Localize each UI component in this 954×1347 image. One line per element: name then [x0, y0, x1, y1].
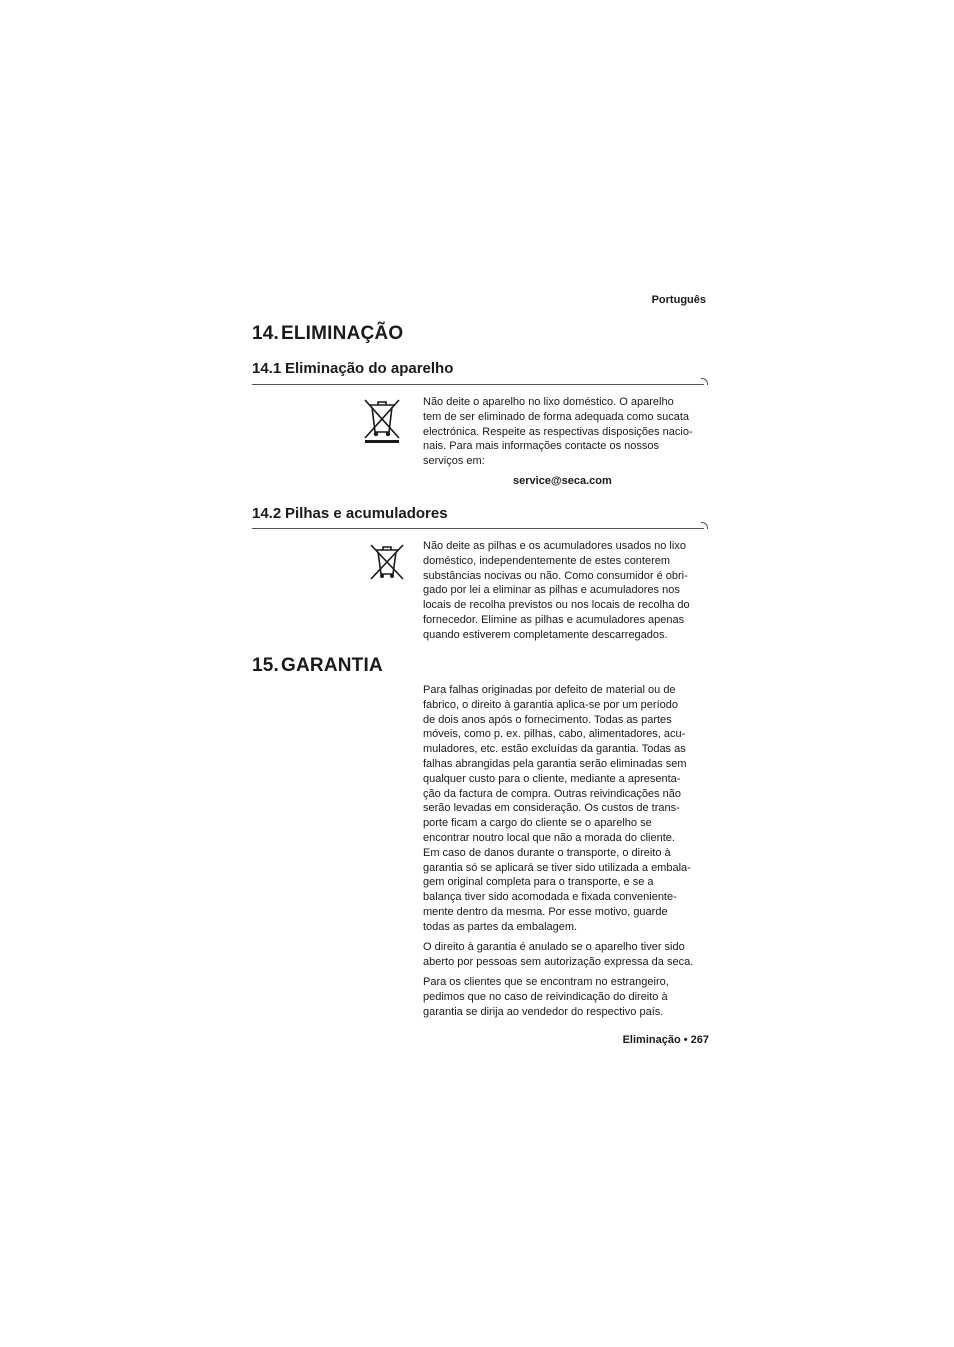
batteries-disposal-text: Não deite as pilhas e os acumuladores usados no lixo doméstico, independentemente de estes conterem substâncias nocivas ou não. Como consumidor é obri- gado por lei a eliminar as pilhas e acumuladores nos locais de recolha previstos ou nos locais de recolha do fornecedor. Elimine as pilhas e acumuladores apenas quando estiverem completamente descarregados.	[423, 540, 690, 641]
warranty-paragraph-2: O direito à garantia é anulado se o aparelho tiver sido aberto por pessoas sem autorização expressa da seca.	[423, 941, 694, 968]
section-title: ELIMINAÇÃO	[281, 323, 404, 344]
warranty-paragraph-1: Para falhas originadas por defeito de material ou de fabrico, o direito à garantia aplica-se por um período de dois anos após o fornecimento. Todas as partes móveis, como p. ex. pilhas, cabo, alimentadores, acu- muladores, etc. estão excluídas da garantia. Todas as falhas abrangidas pela garantia serão eliminadas sem qualquer custo para o cliente, mediante a apresenta- ção da factura de compra. Outras reivindicações não serão levadas em consideração. Os custos de trans- porte ficam a cargo do cliente se o aparelho se encontrar noutro local que não a morada do cliente. Em caso de danos durante o transporte, o direito à garantia só se aplicará se tiver sido utilizada a embala- gem original completa para o transporte, e se a balança tiver sido acomodada e fixada conveniente- mente dentro da mesma. Por esse motivo, guarde todas as partes da embalagem.	[423, 684, 691, 933]
subsection-14-1-heading	[252, 360, 453, 377]
language-label: Português	[651, 294, 706, 306]
section-title: GARANTIA	[281, 655, 383, 676]
page-footer: Eliminação • 267	[622, 1034, 709, 1046]
section-number: 14.	[252, 323, 280, 344]
service-email-link[interactable]: service@seca.com	[513, 475, 612, 487]
subsection-14-2-heading	[252, 505, 448, 522]
section-number: 15.	[252, 655, 280, 676]
crossed-out-wheelie-bin-icon	[369, 543, 405, 581]
subsection-number: 14.1	[252, 360, 282, 377]
section-14-heading	[252, 323, 403, 345]
section-15-heading	[252, 655, 383, 677]
section-divider	[252, 384, 704, 385]
subsection-title: Eliminação do aparelho	[285, 360, 454, 377]
crossed-out-wheelie-bin-icon	[362, 398, 402, 444]
subsection-title: Pilhas e acumuladores	[285, 505, 448, 522]
disposal-device-text: Não deite o aparelho no lixo doméstico. O aparelho tem de ser eliminado de forma adequada como sucata electrónica. Respeite as respectivas disposições nacio- nais. Para mais informações contacte os nossos serviços em:	[423, 396, 693, 468]
section-divider	[252, 528, 704, 529]
warranty-paragraph-3: Para os clientes que se encontram no estrangeiro, pedimos que no caso de reivindicação do direito à garantia se dirija ao vendedor do respectivo país.	[423, 976, 669, 1018]
subsection-number: 14.2	[252, 505, 282, 522]
